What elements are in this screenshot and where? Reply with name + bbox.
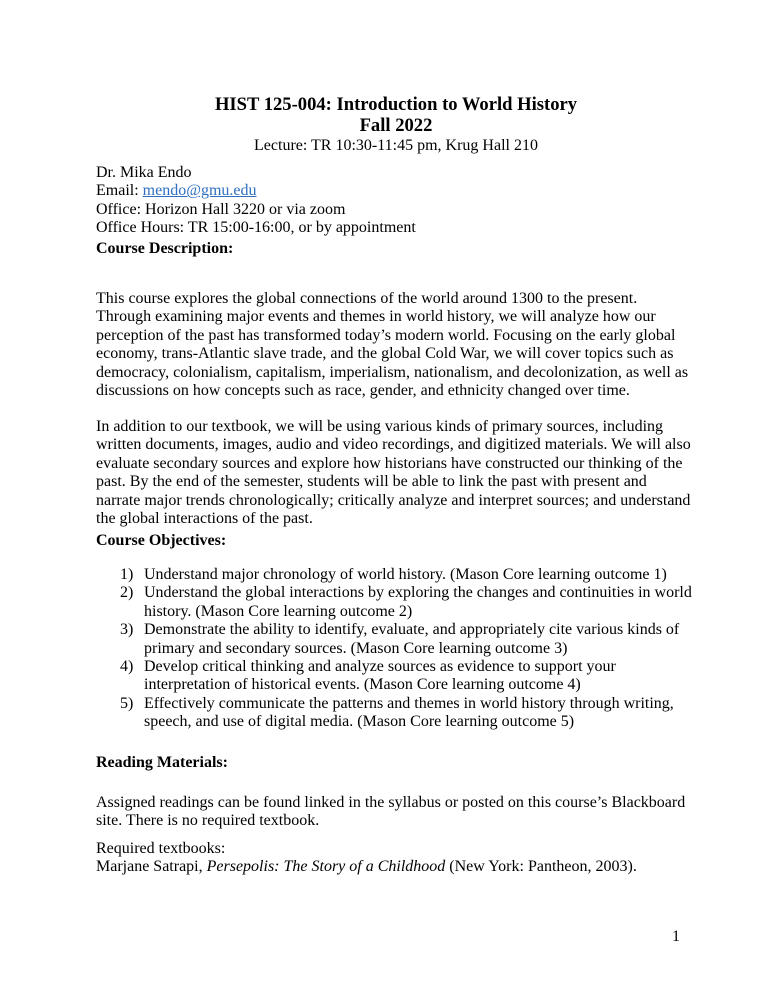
objective-item xyxy=(96,566,696,584)
email-link[interactable]: mendo@gmu.edu xyxy=(142,182,257,200)
email-line xyxy=(96,182,696,200)
objective-item xyxy=(96,695,696,732)
lecture-info: Lecture: TR 10:30-11:45 pm, Krug Hall 210 xyxy=(254,137,538,154)
objectives-list xyxy=(96,566,696,732)
office-location: Office: Horizon Hall 3220 or via zoom xyxy=(96,200,346,218)
office-hours: Office Hours: TR 15:00-16:00, or by appointment xyxy=(96,219,416,237)
required-textbook-citation xyxy=(96,858,692,876)
reading-materials-heading: Reading Materials: xyxy=(96,754,228,771)
instructor-name: Dr. Mika Endo xyxy=(96,164,192,181)
objective-number: 1) xyxy=(120,566,134,583)
reading-materials-intro: Assigned readings can be found linked in the syllabus or posted on this course’s Blackboard site. There is no required textbook. xyxy=(96,794,686,830)
textbook-author: Marjane Satrapi, xyxy=(96,858,207,875)
textbook-publication: (New York: Pantheon, 2003). xyxy=(445,858,637,875)
email-label: Email: xyxy=(96,182,143,200)
objective-text: Demonstrate the ability to identify, evaluate, and appropriately cite various kinds of primary and secondary sources. (Mason Core learning outcome 3) xyxy=(144,621,680,657)
course-description-heading: Course Description: xyxy=(96,240,234,257)
objective-number: 3) xyxy=(120,621,134,639)
required-textbooks-label: Required textbooks: xyxy=(96,840,226,857)
title-block xyxy=(96,94,696,155)
course-title: HIST 125-004: Introduction to World History xyxy=(214,94,578,115)
course-objectives-heading: Course Objectives: xyxy=(96,532,227,549)
objective-number: 4) xyxy=(120,658,134,676)
objective-item xyxy=(96,621,696,658)
objective-text: Understand the global interactions by exploring the changes and continuities in world history. (Mason Core learning outcome 2) xyxy=(144,584,692,620)
objective-text: Develop critical thinking and analyze sources as evidence to support your interpretation of historical events. (Mason Core learning outcome 4) xyxy=(144,658,616,694)
course-description-paragraph-2: In addition to our textbook, we will be using various kinds of primary sources, including written documents, images, audio and video recordings, and digitized materials. We will also evaluate secondary sources and explore how historians have constructed our thinking of the past. By the end of the semester, students will be able to link the past with present and narrate major trends chronologically; critically analyze and interpret sources; and understand the global interactions of the past. xyxy=(96,418,691,528)
objective-item xyxy=(96,584,696,621)
page-number: 1 xyxy=(672,928,680,945)
instructor-contact xyxy=(96,164,696,238)
textbook-title: Persepolis: The Story of a Childhood xyxy=(206,858,446,875)
objective-number: 5) xyxy=(120,694,134,712)
course-description-paragraph-1: This course explores the global connections of the world around 1300 to the present. Through examining major events and themes in world history, we will analyze how our perception of the past has transformed today’s modern world. Focusing on the early global economy, trans-Atlantic slave trade, and the global Cold War, we will cover topics such as democracy, colonialism, capitalism, imperialism, nationalism, and decolonization, as well as discussions on how concepts such as race, gender, and ethnicity changed over time. xyxy=(96,290,689,400)
objective-text: Effectively communicate the patterns and themes in world history through writing, speech, and use of digital media. (Mason Core learning outcome 5) xyxy=(144,694,674,731)
course-term: Fall 2022 xyxy=(359,115,433,136)
objective-text: Understand major chronology of world history. (Mason Core learning outcome 1) xyxy=(144,566,667,583)
objective-number: 2) xyxy=(120,584,134,602)
objective-item xyxy=(96,658,696,695)
